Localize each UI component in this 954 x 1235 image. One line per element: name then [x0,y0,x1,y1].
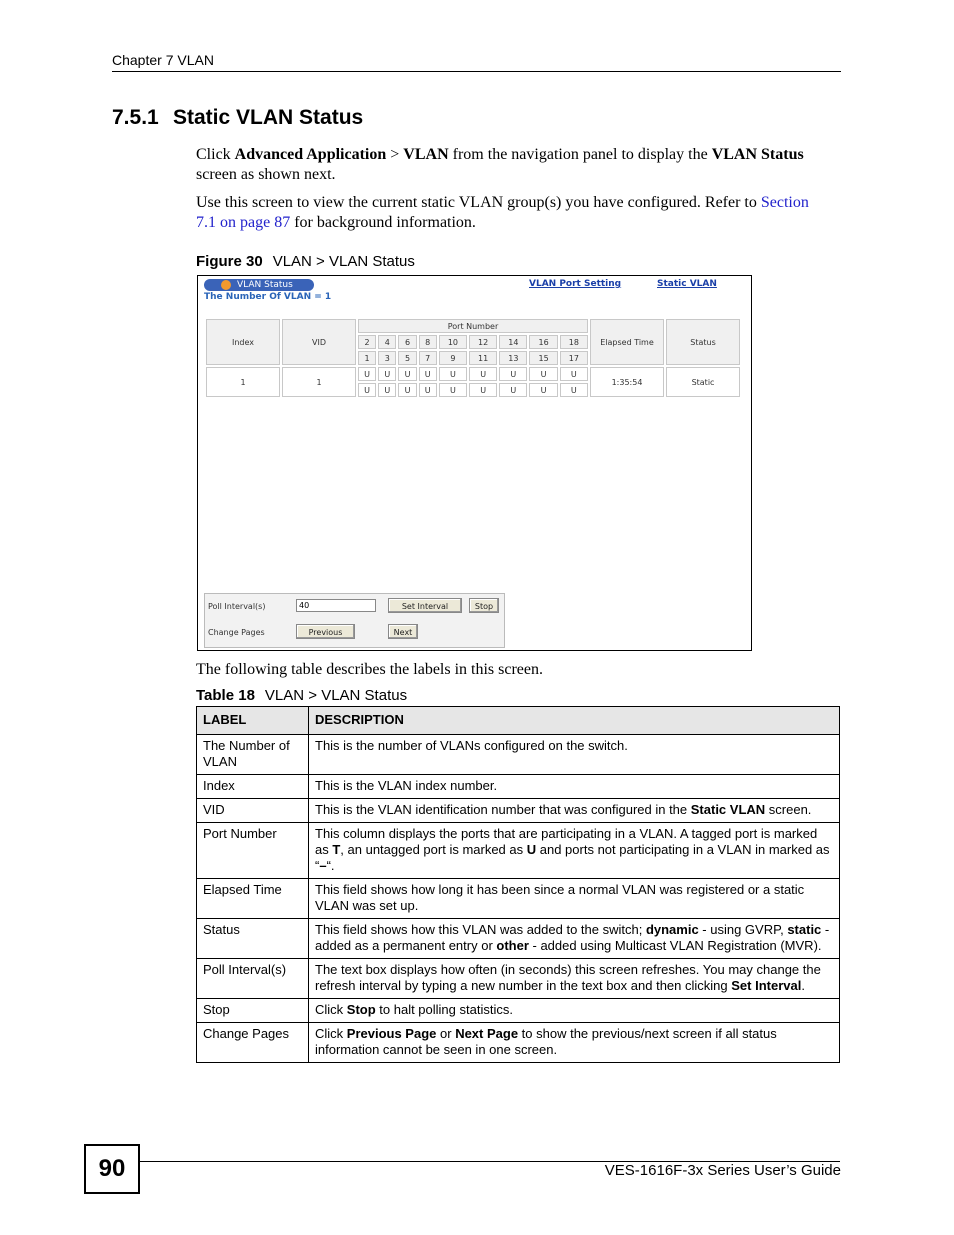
table-intro: The following table describes the labels in this screen. [196,661,544,678]
section-heading [112,106,363,130]
poll-interval-input[interactable] [296,599,376,612]
row-description: This is the number of VLANs configured on the switch. [309,735,840,775]
port-header: 9 [439,351,467,365]
section-number: 7.5.1 [112,106,159,129]
row-label: The Number of VLAN [197,735,309,775]
running-header: Chapter 7 VLAN [112,52,214,68]
vlan-status-table [204,317,742,399]
row-elapsed-time: 1:35:54 [590,367,664,397]
port-state: U [560,367,588,381]
row-index: 1 [206,367,280,397]
port-header: 3 [378,351,396,365]
port-header: 2 [358,335,376,349]
port-header: 11 [469,351,497,365]
figure-title: VLAN > VLAN Status [272,253,415,270]
row-label: Poll Interval(s) [197,959,309,999]
vlan-status-screenshot [197,275,752,651]
table-row [197,799,840,823]
port-state: U [469,367,497,381]
table-row [197,823,840,879]
section-link[interactable]: Section 7.1 on page 87 [196,194,809,231]
row-description: The text box displays how often (in seconds) this screen refreshes. You may change the refresh interval by typing a new number in the text box and then clicking Set Interval. [309,959,840,999]
table-caption [196,687,407,704]
vlan-status-badge: VLAN Status [204,279,314,291]
port-state: U [358,367,376,381]
port-state: U [398,367,416,381]
port-header: 8 [419,335,437,349]
number-of-vlan-text: The Number Of VLAN = 1 [204,292,332,302]
port-header: 15 [529,351,557,365]
poll-interval-label: Poll Interval(s) [208,602,266,611]
table-row [197,919,840,959]
col-status-header: Status [666,319,740,365]
status-orb-icon [221,280,231,290]
description-column-header: DESCRIPTION [309,707,840,735]
port-header: 7 [419,351,437,365]
label-column-header: LABEL [197,707,309,735]
figure-caption [196,253,415,270]
port-state: U [358,383,376,397]
port-state: U [378,383,396,397]
port-header: 13 [499,351,527,365]
row-description: Click Stop to halt polling statistics. [309,999,840,1023]
label-description-table [196,706,840,1063]
previous-button[interactable]: Previous [296,624,355,639]
port-state: U [439,367,467,381]
header-rule [112,71,841,72]
intro-paragraph-1: Click Advanced Application > VLAN from the navigation panel to display the VLAN Status screen as shown next. [196,146,804,183]
table-row [197,959,840,999]
port-state: U [469,383,497,397]
stop-button[interactable]: Stop [469,598,499,613]
table-label: Table 18 [196,687,255,704]
change-pages-label: Change Pages [208,628,265,637]
row-label: Stop [197,999,309,1023]
port-state: U [419,383,437,397]
port-state: U [499,367,527,381]
port-header: 6 [398,335,416,349]
port-header: 4 [378,335,396,349]
row-label: Change Pages [197,1023,309,1063]
table-row [197,735,840,775]
port-state: U [398,383,416,397]
port-state: U [378,367,396,381]
table-row [197,775,840,799]
port-header: 16 [529,335,557,349]
table-row [197,999,840,1023]
port-header: 1 [358,351,376,365]
intro-paragraph-2: Use this screen to view the current static VLAN group(s) you have configured. Refer to Section 7.1 on page 87 for background information. [196,194,809,231]
port-header: 5 [398,351,416,365]
set-interval-button[interactable]: Set Interval [388,598,462,613]
static-vlan-link[interactable]: Static VLAN [657,279,717,289]
row-label: VID [197,799,309,823]
port-state: U [419,367,437,381]
row-vid: 1 [282,367,356,397]
table-row [197,879,840,919]
section-title: Static VLAN Status [173,106,364,129]
row-status: Static [666,367,740,397]
port-state: U [529,383,557,397]
port-header: 18 [560,335,588,349]
row-label: Elapsed Time [197,879,309,919]
col-elapsed-header: Elapsed Time [590,319,664,365]
col-vid-header: VID [282,319,356,365]
port-header: 17 [560,351,588,365]
port-state: U [499,383,527,397]
row-label: Port Number [197,823,309,879]
port-header: 12 [469,335,497,349]
col-index-header: Index [206,319,280,365]
port-state: U [439,383,467,397]
page-number: 90 [84,1144,140,1194]
row-description: This field shows how this VLAN was added to the switch; dynamic - using GVRP, static - added as a permanent entry or other - added using Multicast VLAN Registration (MVR). [309,919,840,959]
table-row [197,1023,840,1063]
col-port-number-header: Port Number [358,319,588,333]
row-description: This field shows how long it has been since a normal VLAN was registered or a static VLAN was set up. [309,879,840,919]
row-description: This is the VLAN identification number that was configured in the Static VLAN screen. [309,799,840,823]
row-label: Index [197,775,309,799]
port-header: 10 [439,335,467,349]
table-title: VLAN > VLAN Status [264,687,408,704]
poll-panel [204,593,505,648]
figure-label: Figure 30 [196,253,263,270]
next-button[interactable]: Next [388,624,418,639]
vlan-port-setting-link[interactable]: VLAN Port Setting [529,279,622,289]
row-label: Status [197,919,309,959]
port-state: U [529,367,557,381]
row-description: This is the VLAN index number. [309,775,840,799]
row-description: Click Previous Page or Next Page to show the previous/next screen if all status information cannot be seen in one screen. [309,1023,840,1063]
port-header: 14 [499,335,527,349]
row-description: This column displays the ports that are participating in a VLAN. A tagged port is marked as T, an untagged port is marked as U and ports not participating in a VLAN in marked as “–“. [309,823,840,879]
port-state: U [560,383,588,397]
guide-title: VES-1616F-3x Series User’s Guide [604,1162,841,1179]
